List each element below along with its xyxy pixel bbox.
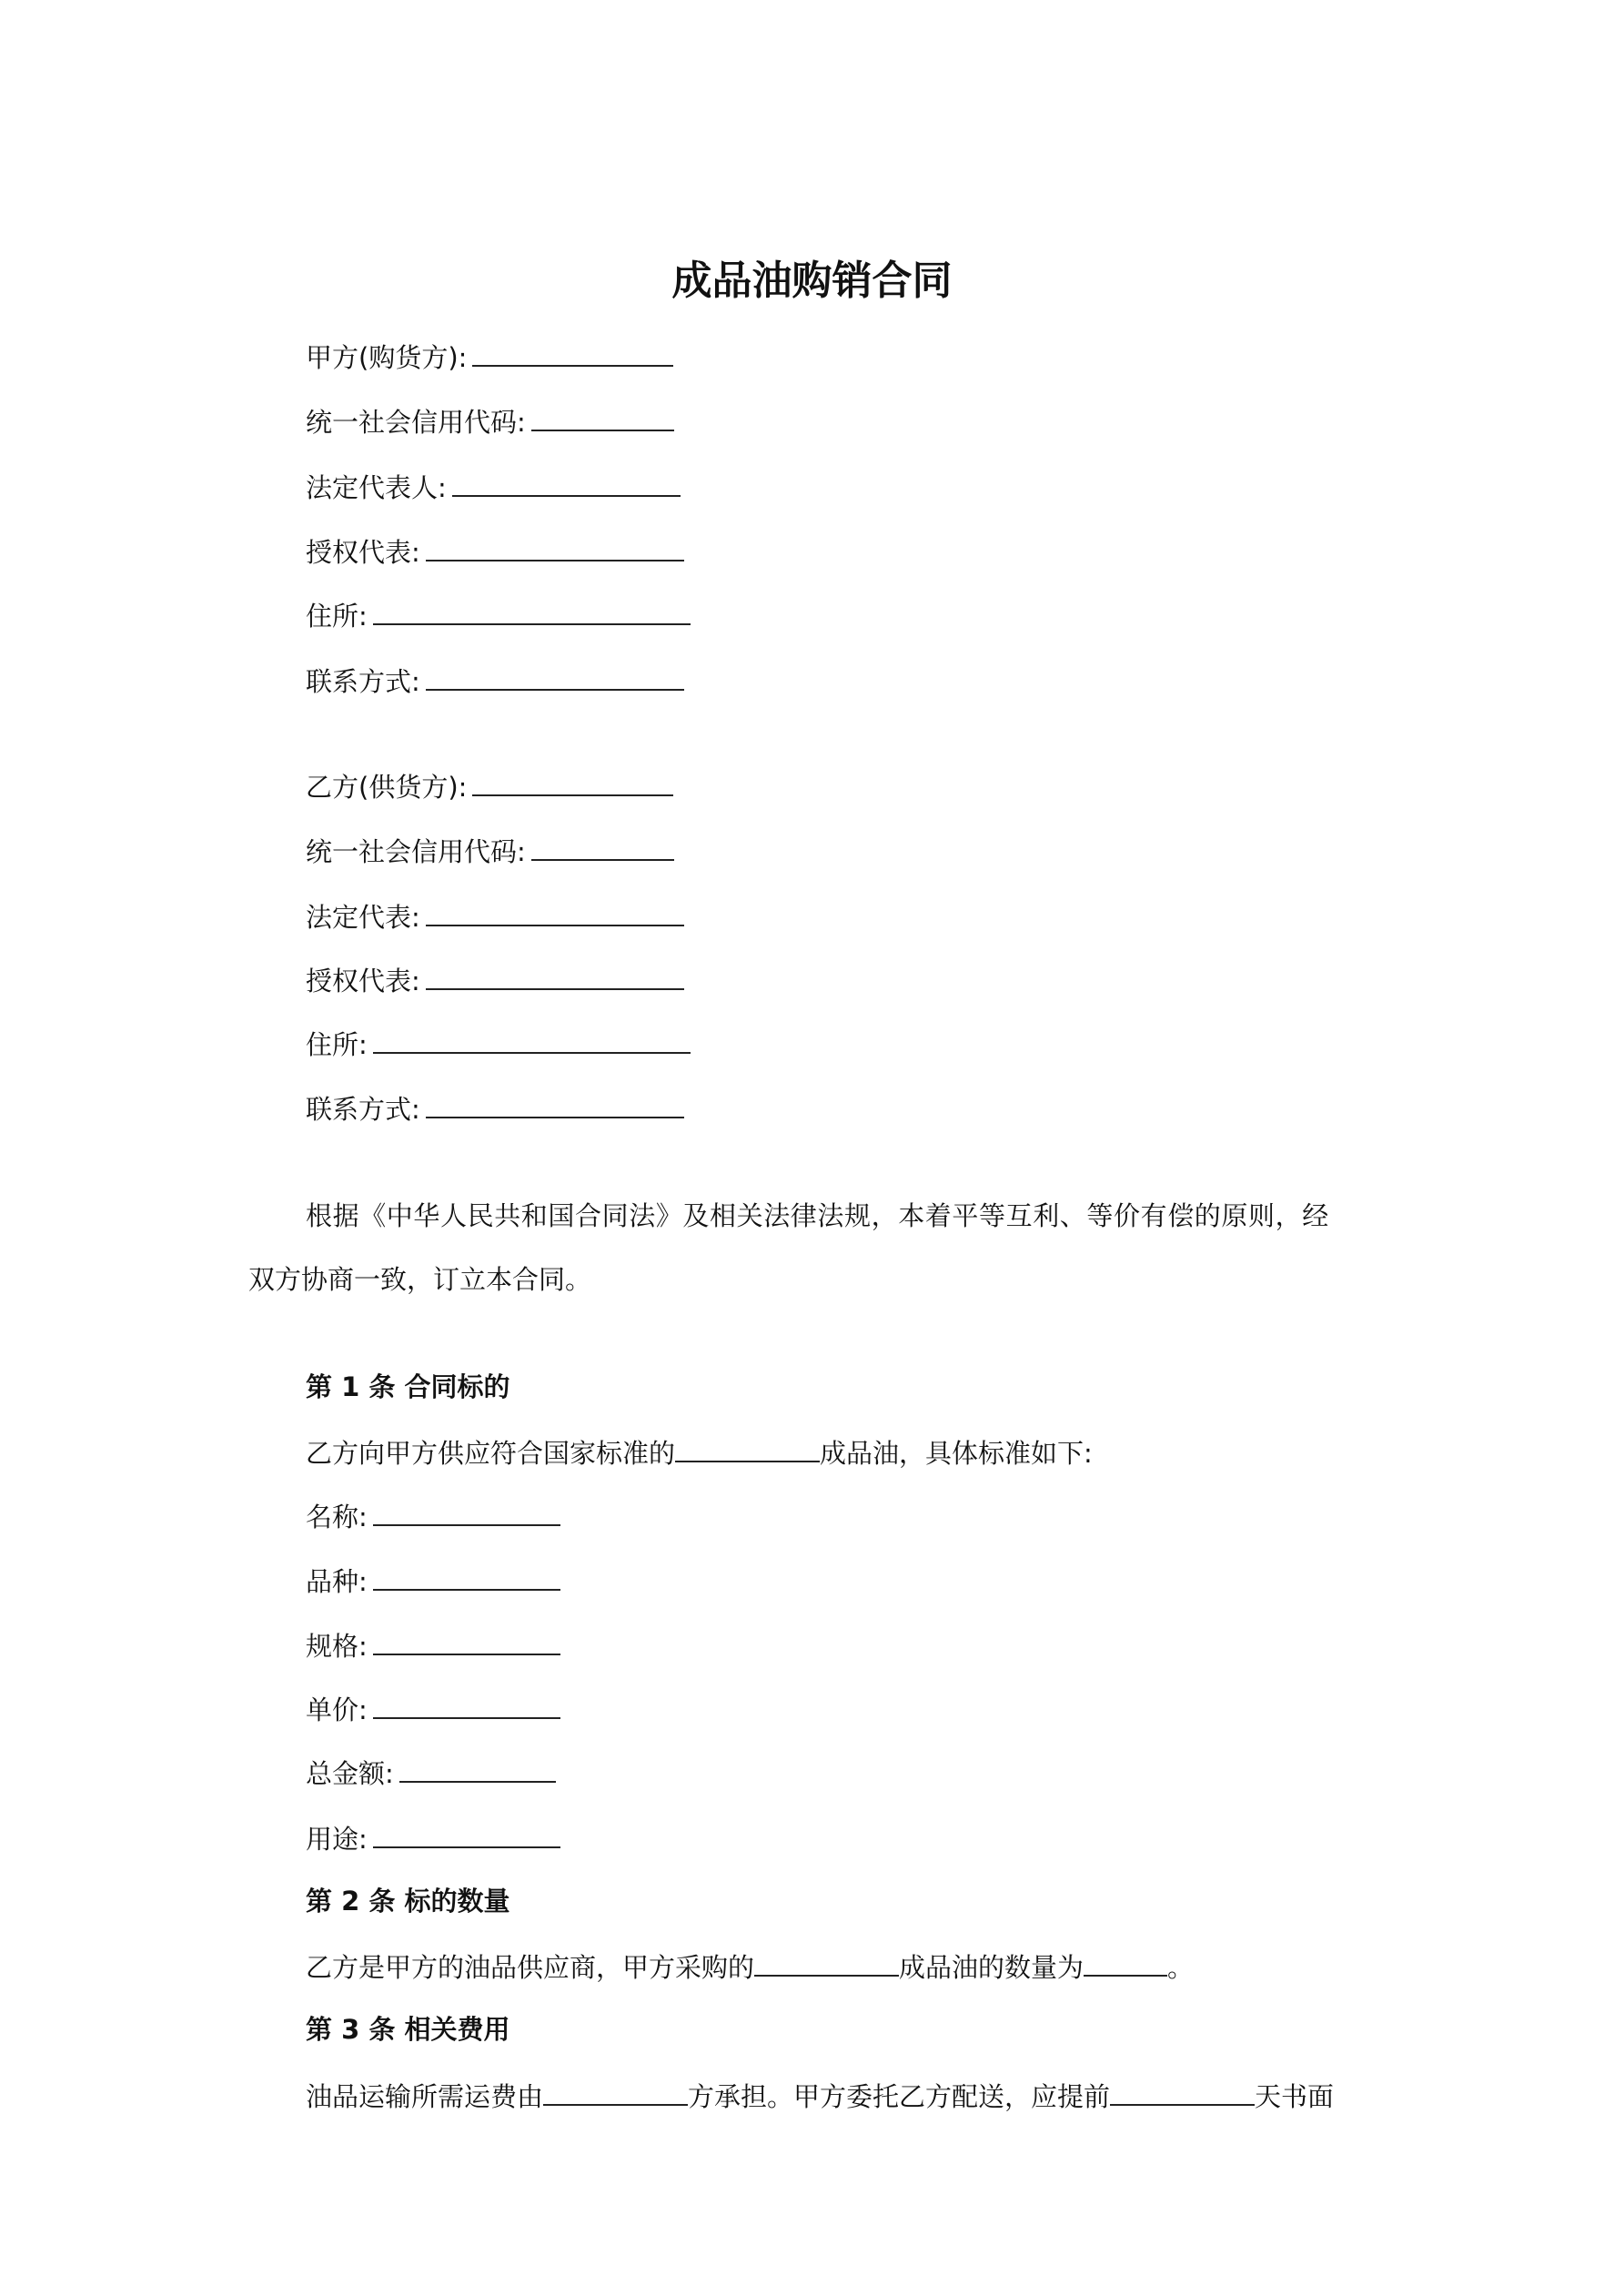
field-label: 统一社会信用代码: [306, 407, 526, 438]
party-a-field [306, 402, 674, 440]
party-b-field [306, 897, 684, 936]
party-b-line [306, 767, 673, 805]
field-blank[interactable] [531, 402, 674, 431]
party-a-label: 甲方(购货方): [306, 342, 468, 373]
field-blank[interactable] [373, 596, 691, 625]
field-blank[interactable] [373, 1690, 560, 1719]
party-a-field [306, 468, 681, 506]
document-title: 成品油购销合同 [671, 258, 953, 304]
party-a-line [306, 338, 673, 376]
spec-field [306, 1497, 560, 1535]
field-label: 单价: [306, 1694, 368, 1725]
days-blank[interactable] [1110, 2077, 1255, 2106]
field-blank[interactable] [373, 1497, 560, 1526]
freight-party-blank[interactable] [543, 2077, 688, 2106]
party-a-field [306, 532, 684, 571]
field-blank[interactable] [531, 832, 674, 861]
field-blank[interactable] [373, 1025, 691, 1054]
field-blank[interactable] [426, 532, 684, 561]
party-a-blank[interactable] [472, 338, 673, 367]
field-label: 名称: [306, 1502, 368, 1532]
field-label: 品种: [306, 1566, 368, 1597]
article-3-text [306, 2077, 1334, 2115]
field-label: 授权代表: [306, 966, 420, 996]
spec-field [306, 1690, 560, 1728]
field-label: 用途: [306, 1824, 368, 1855]
field-blank[interactable] [426, 897, 684, 926]
spec-field [306, 1819, 560, 1857]
article-2-text [306, 1947, 1194, 1986]
party-b-field [306, 1089, 684, 1128]
field-label: 联系方式: [306, 1094, 420, 1125]
party-b-label: 乙方(供货方): [306, 772, 468, 803]
spec-field [306, 1754, 556, 1792]
quantity-blank[interactable] [1084, 1947, 1167, 1977]
field-label: 总金额: [306, 1758, 394, 1789]
party-b-field [306, 832, 674, 870]
text: 。 [1167, 1952, 1195, 1983]
article-1-text [306, 1433, 1093, 1472]
party-b-field [306, 1025, 691, 1063]
spec-field [306, 1626, 560, 1664]
article-2-heading: 第 2 条 标的数量 [306, 1886, 510, 1917]
preamble-line-2: 双方协商一致，订立本合同。 [248, 1264, 592, 1295]
text: 成品油的数量为 [899, 1952, 1084, 1983]
field-blank[interactable] [399, 1754, 556, 1783]
spec-field [306, 1562, 560, 1600]
field-label: 住所: [306, 1029, 368, 1060]
field-blank[interactable] [373, 1562, 560, 1591]
field-label: 规格: [306, 1631, 368, 1662]
article-1-heading: 第 1 条 合同标的 [306, 1371, 510, 1402]
field-blank[interactable] [426, 1089, 684, 1118]
field-label: 联系方式: [306, 666, 420, 697]
oil-blank[interactable] [754, 1947, 899, 1977]
text: 天书面 [1255, 2081, 1335, 2112]
field-label: 住所: [306, 601, 368, 632]
field-label: 授权代表: [306, 537, 420, 568]
field-blank[interactable] [426, 662, 684, 691]
party-a-field [306, 662, 684, 700]
party-b-blank[interactable] [472, 767, 673, 796]
field-blank[interactable] [373, 1626, 560, 1655]
text: 乙方是甲方的油品供应商，甲方采购的 [306, 1952, 755, 1983]
field-label: 法定代表人: [306, 472, 447, 503]
field-label: 统一社会信用代码: [306, 836, 526, 867]
text: 油品运输所需运费由 [306, 2081, 544, 2112]
oil-type-blank[interactable] [675, 1433, 820, 1462]
article-3-heading: 第 3 条 相关费用 [306, 2014, 510, 2045]
text: 成品油，具体标准如下: [820, 1438, 1093, 1469]
text: 乙方向甲方供应符合国家标准的 [306, 1438, 676, 1469]
field-blank[interactable] [373, 1819, 560, 1848]
text: 方承担。甲方委托乙方配送，应提前 [688, 2081, 1111, 2112]
field-label: 法定代表: [306, 902, 420, 933]
field-blank[interactable] [426, 961, 684, 990]
party-a-field [306, 596, 691, 634]
preamble-line-1: 根据《中华人民共和国合同法》及相关法律法规，本着平等互利、等价有偿的原则，经 [306, 1200, 1329, 1231]
field-blank[interactable] [452, 468, 681, 497]
party-b-field [306, 961, 684, 999]
